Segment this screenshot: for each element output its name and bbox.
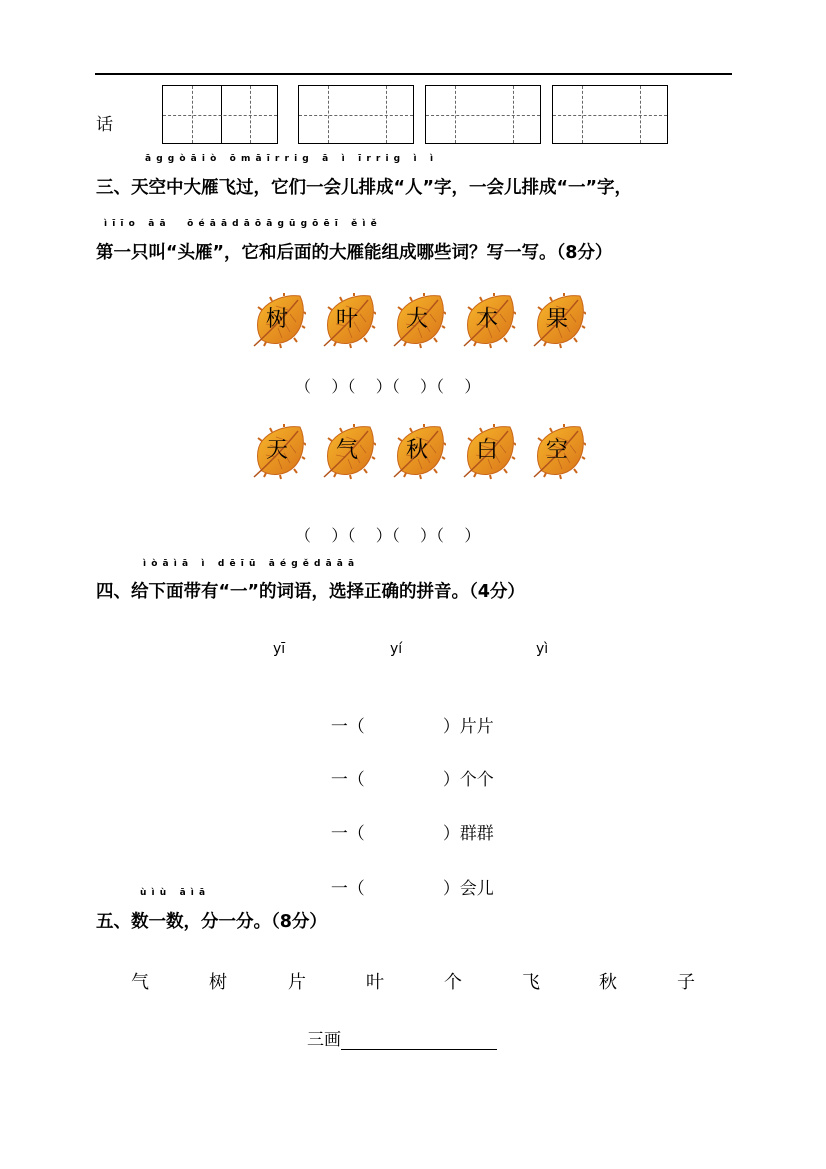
q4-pinyin: ì ò ā ì ā ì d ē ī ū ā é g ě d ā ā ā [143,559,356,569]
leaf-character: 果 [545,307,568,332]
q4-item-suffix: ）个个 [442,770,494,790]
leaf-character: 木 [475,307,498,332]
q5-char: 子 [677,972,695,993]
leaf-word-card [318,423,376,481]
leaf-word-card [458,292,516,350]
leaf-word-card [318,292,376,350]
leaf-word-card [528,292,586,350]
q3-answer-parens-1: （ ）（ ）（ ）（ ） [295,377,481,396]
q4-item-suffix: ）片片 [442,717,494,737]
q4-item-2 [320,745,494,790]
q5-pinyin: ù ì ù ā ì ā [140,888,207,898]
q4-option-yi2: yí [390,641,403,657]
leaf-character: 叶 [335,307,358,332]
leaf-word-card [388,292,446,350]
q4-item-1 [320,692,494,737]
leaf-word-card [248,423,306,481]
leaf-word-card [528,423,586,481]
leaf-character: 大 [405,307,428,332]
leaf-character: 气 [335,438,358,463]
q5-char: 气 [131,972,149,993]
hua-label: 话 [96,115,113,135]
q3-pinyin-line2: ì ī ī o ā ā ō é ā ā d ā ō ā g ū g ō ē ī ě ì ě [104,219,378,229]
leaf-character: 空 [545,438,568,463]
leaf-word-card [458,423,516,481]
q5-char: 片 [288,972,306,993]
q5-char: 叶 [366,972,384,993]
q4-item-suffix: ）会儿 [442,879,494,899]
q4-item-suffix: ）群群 [442,824,494,844]
writing-grid-box-3 [425,85,541,144]
q5-char: 秋 [599,972,617,993]
q4-option-yi1: yī [273,641,286,657]
top-rule [95,73,732,75]
q5-group-answer-line[interactable] [341,1031,497,1050]
q5-group-three-strokes [307,1025,497,1050]
q4-item-prefix: 一（ [330,717,365,737]
leaf-word-card [388,423,446,481]
writing-grid-box-1 [162,85,278,144]
q4-item-4 [320,854,494,899]
q4-item-prefix: 一（ [330,770,365,790]
q5-char: 个 [444,972,462,993]
q4-option-yi4: yì [536,641,549,657]
q3-pinyin-line1: ā g g ò ā i ò ō m ā ī r r i g ā ì ī r r i g ì ì [145,154,435,164]
leaf-word-card [248,292,306,350]
q4-title: 四、给下面带有“一”的词语，选择正确的拼音。（4分） [96,582,525,602]
q5-group-label: 三画 [307,1030,341,1050]
q4-item-3 [320,799,494,844]
leaf-character: 天 [265,438,288,463]
writing-grid-box-2 [298,85,414,144]
q3-answer-parens-2: （ ）（ ）（ ）（ ） [295,526,481,545]
q3-title-line2: 第一只叫“头雁”，它和后面的大雁能组成哪些词？写一写。（8分） [96,243,613,263]
q5-char: 树 [209,972,227,993]
q4-item-prefix: 一（ [330,824,365,844]
writing-grid-box-4 [552,85,668,144]
q4-item-prefix: 一（ [330,879,365,899]
q3-title-line1: 三、天空中大雁飞过，它们一会儿排成“人”字，一会儿排成“一”字， [96,178,633,198]
q5-char: 飞 [522,972,540,993]
leaf-character: 白 [475,438,498,463]
leaf-character: 树 [265,307,288,332]
q5-title: 五、数一数，分一分。（8分） [96,912,327,932]
leaf-character: 秋 [405,438,428,463]
